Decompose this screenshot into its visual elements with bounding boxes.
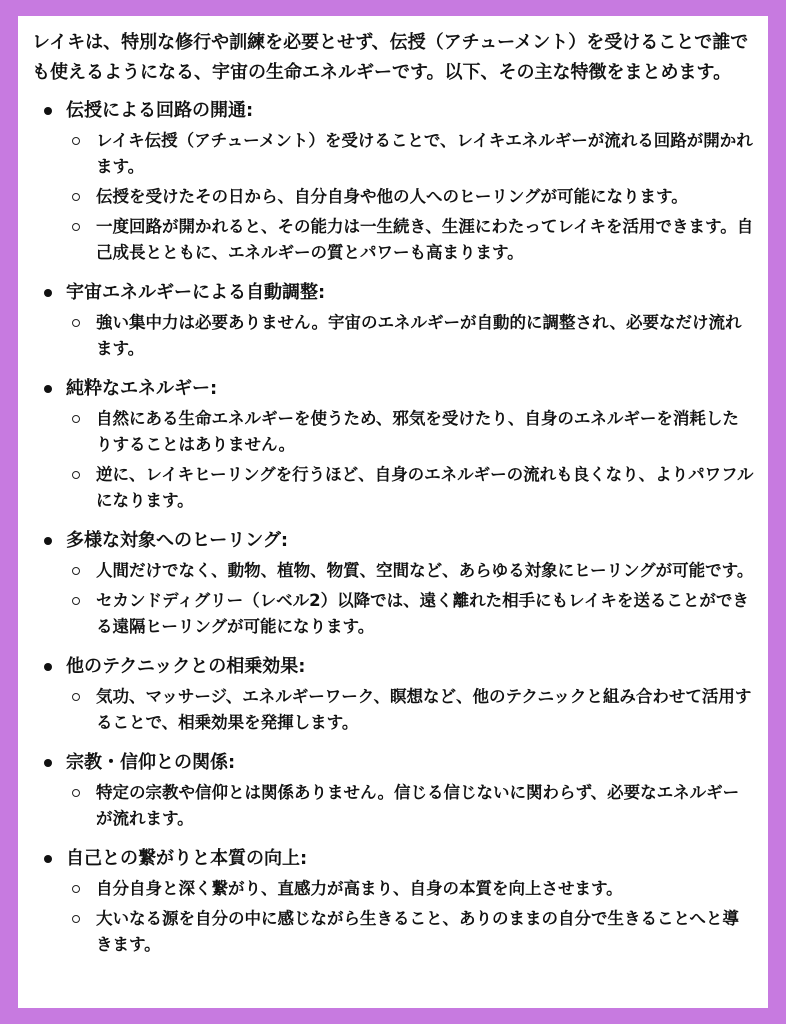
list-item: 気功、マッサージ、エネルギーワーク、瞑想など、他のテクニックと組み合わせて活用することで、相乗効果を発揮します。 (66, 684, 754, 736)
feature-section (32, 94, 754, 266)
list-item: 大いなる源を自分の中に感じながら生きること、ありのままの自分で生きることへと導きます。 (66, 906, 754, 958)
section-items (66, 558, 754, 640)
feature-section (32, 746, 754, 832)
list-item: 一度回路が開かれると、その能力は一生続き、生涯にわたってレイキを活用できます。自己成長とともに、エネルギーの質とパワーも高まります。 (66, 214, 754, 266)
feature-section (32, 372, 754, 514)
section-title: 他のテクニックとの相乗効果: (66, 656, 306, 677)
list-item: 自分自身と深く繋がり、直感力が高まり、自身の本質を向上させます。 (66, 876, 754, 902)
feature-section (32, 842, 754, 958)
section-items (66, 876, 754, 958)
section-title: 伝授による回路の開通: (66, 100, 254, 121)
list-item: セカンドディグリー（レベル2）以降では、遠く離れた相手にもレイキを送ることができる遠隔ヒーリングが可能になります。 (66, 588, 754, 640)
list-item: 特定の宗教や信仰とは関係ありません。信じる信じないに関わらず、必要なエネルギーが流れます。 (66, 780, 754, 832)
section-items (66, 128, 754, 266)
feature-section (32, 650, 754, 736)
list-item: レイキ伝授（アチューメント）を受けることで、レイキエネルギーが流れる回路が開かれます。 (66, 128, 754, 180)
feature-section (32, 524, 754, 640)
section-items (66, 780, 754, 832)
list-item: 自然にある生命エネルギーを使うため、邪気を受けたり、自身のエネルギーを消耗したりすることはありません。 (66, 406, 754, 458)
list-item: 強い集中力は必要ありません。宇宙のエネルギーが自動的に調整され、必要なだけ流れます。 (66, 310, 754, 362)
section-title: 自己との繋がりと本質の向上: (66, 848, 308, 869)
section-title: 多様な対象へのヒーリング: (66, 530, 289, 551)
list-item: 逆に、レイキヒーリングを行うほど、自身のエネルギーの流れも良くなり、よりパワフルになります。 (66, 462, 754, 514)
intro-paragraph: レイキは、特別な修行や訓練を必要とせず、伝授（アチューメント）を受けることで誰でも使えるようになる、宇宙の生命エネルギーです。以下、その主な特徴をまとめます。 (32, 32, 749, 83)
section-title: 純粋なエネルギー: (66, 378, 218, 399)
section-title: 宇宙エネルギーによる自動調整: (66, 282, 326, 303)
section-items (66, 310, 754, 362)
section-items (66, 406, 754, 514)
list-item: 人間だけでなく、動物、植物、物質、空間など、あらゆる対象にヒーリングが可能です。 (66, 558, 754, 584)
document-page (18, 16, 768, 1008)
list-item: 伝授を受けたその日から、自分自身や他の人へのヒーリングが可能になります。 (66, 184, 754, 210)
section-items (66, 684, 754, 736)
feature-list (32, 94, 754, 958)
section-title: 宗教・信仰との関係: (66, 752, 236, 773)
feature-section (32, 276, 754, 362)
